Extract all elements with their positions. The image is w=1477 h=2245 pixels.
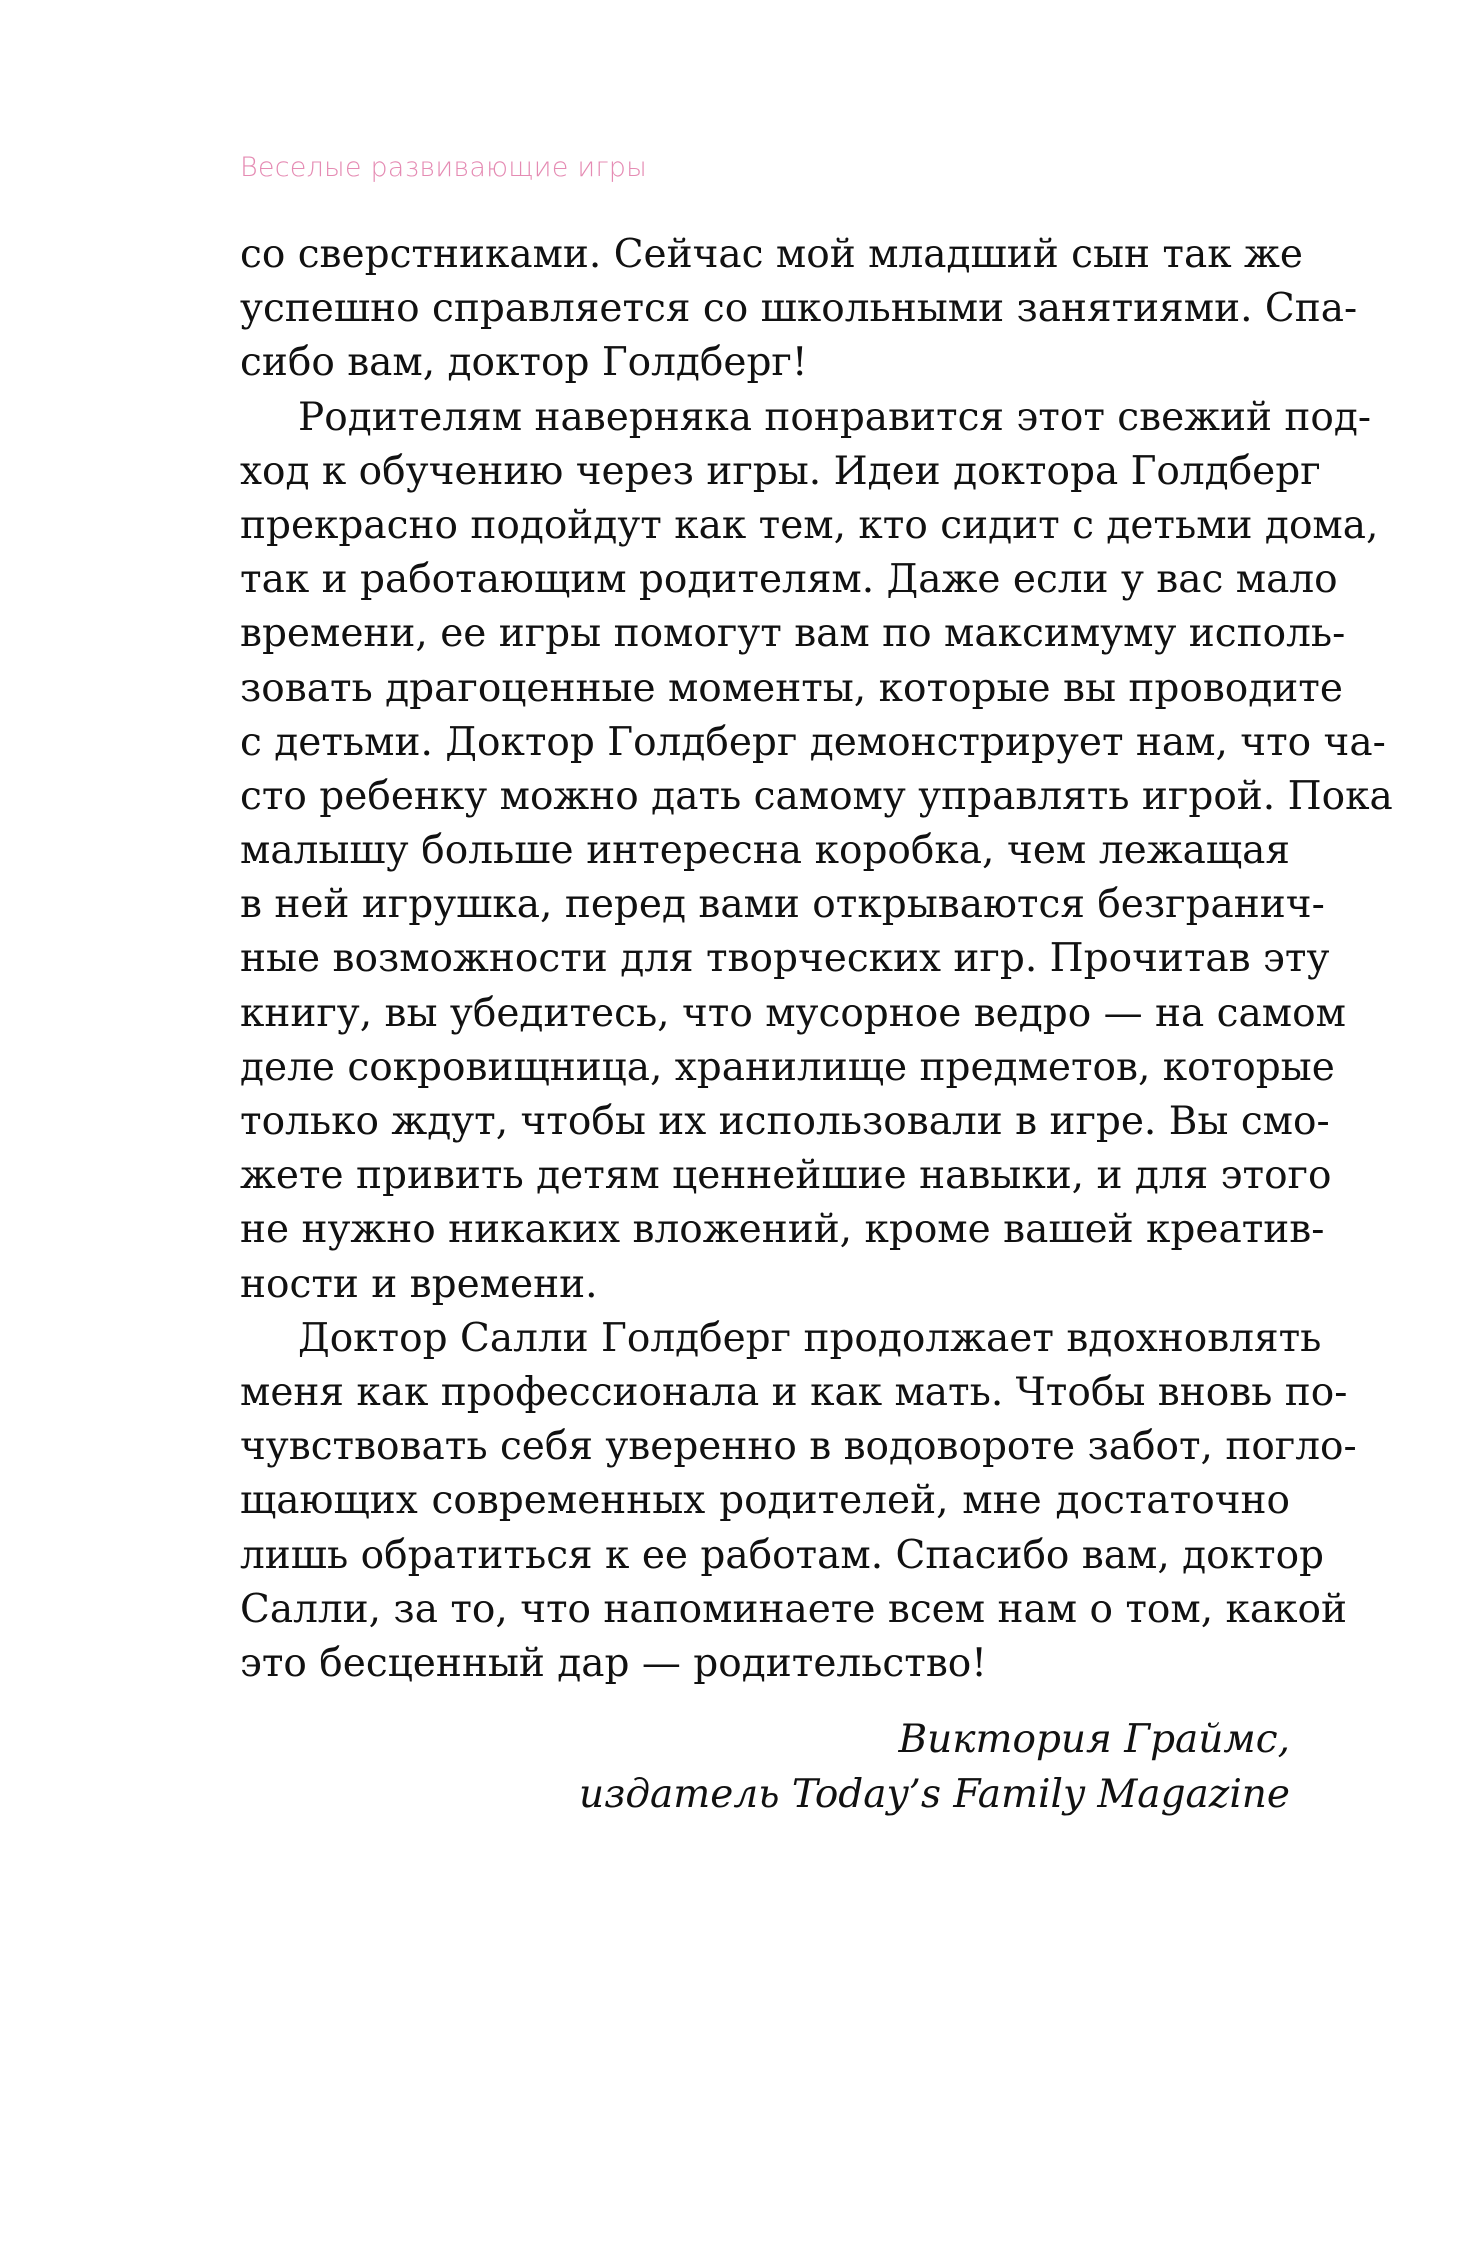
text-line: лишь обратиться к ее работам. Спасибо вам, доктор	[240, 1532, 1325, 1578]
text-line: ные возможности для творческих игр. Прочитав эту	[240, 936, 1330, 982]
text-line: только ждут, чтобы их использовали в игре. Вы смо-	[240, 1099, 1330, 1144]
text-line: так и работающим родителям. Даже если у вас мало	[240, 557, 1338, 603]
text-line: меня как профессионала и как мать. Чтобы вновь по-	[240, 1369, 1348, 1415]
paragraph-1	[240, 228, 1358, 391]
text-line: успешно справляется со школьными занятиями. Спа-	[240, 286, 1358, 332]
text-line: со сверстниками. Сейчас мой младший сын так же	[240, 232, 1303, 277]
text-line: чувствовать себя уверенно в водовороте забот, погло-	[240, 1424, 1357, 1470]
body-text	[240, 228, 1393, 1691]
text-line: сто ребенку можно дать самому управлять игрой. Пока	[240, 773, 1393, 819]
text-line: жете привить детям ценнейшие навыки, и для этого	[240, 1153, 1332, 1199]
text-line: Салли, за то, что напоминаете всем нам о том, какой	[240, 1586, 1347, 1632]
text-line: деле сокровищница, хранилище предметов, которые	[240, 1044, 1335, 1090]
text-line: книгу, вы убедитесь, что мусорное ведро — на самом	[240, 990, 1346, 1036]
running-head: Веселые развивающие игры	[240, 152, 647, 183]
text-line: это бесценный дар — родительство!	[240, 1640, 987, 1686]
text-line: не нужно никаких вложений, кроме вашей креатив-	[240, 1207, 1325, 1253]
signature-title: издатель Today’s Family Magazine	[578, 1772, 1290, 1817]
text-line: прекрасно подойдут как тем, кто сидит с детьми дома,	[240, 502, 1379, 548]
text-line: зовать драгоценные моменты, которые вы проводите	[240, 665, 1343, 711]
text-line: щающих современных родителей, мне достаточно	[240, 1478, 1290, 1524]
text-line: Родителям наверняка понравится этот свежий под-	[298, 394, 1372, 440]
text-line: в ней игрушка, перед вами открываются безгранич-	[240, 882, 1325, 928]
text-line: с детьми. Доктор Голдберг демонстрирует нам, что ча-	[240, 719, 1386, 765]
signature-block	[579, 1712, 1290, 1822]
text-line: ход к обучению через игры. Идеи доктора Голдберг	[240, 448, 1321, 494]
text-line: сибо вам, доктор Голдберг!	[240, 340, 808, 386]
signature-name: Виктория Граймс,	[898, 1717, 1290, 1762]
text-line: Доктор Салли Голдберг продолжает вдохновлять	[298, 1315, 1322, 1361]
paragraph-3	[240, 1312, 1357, 1691]
paragraph-2	[240, 391, 1393, 1312]
text-line: времени, ее игры помогут вам по максимуму исполь-	[240, 611, 1346, 657]
text-line: малышу больше интересна коробка, чем лежащая	[240, 828, 1290, 874]
text-line: ности и времени.	[240, 1261, 598, 1307]
